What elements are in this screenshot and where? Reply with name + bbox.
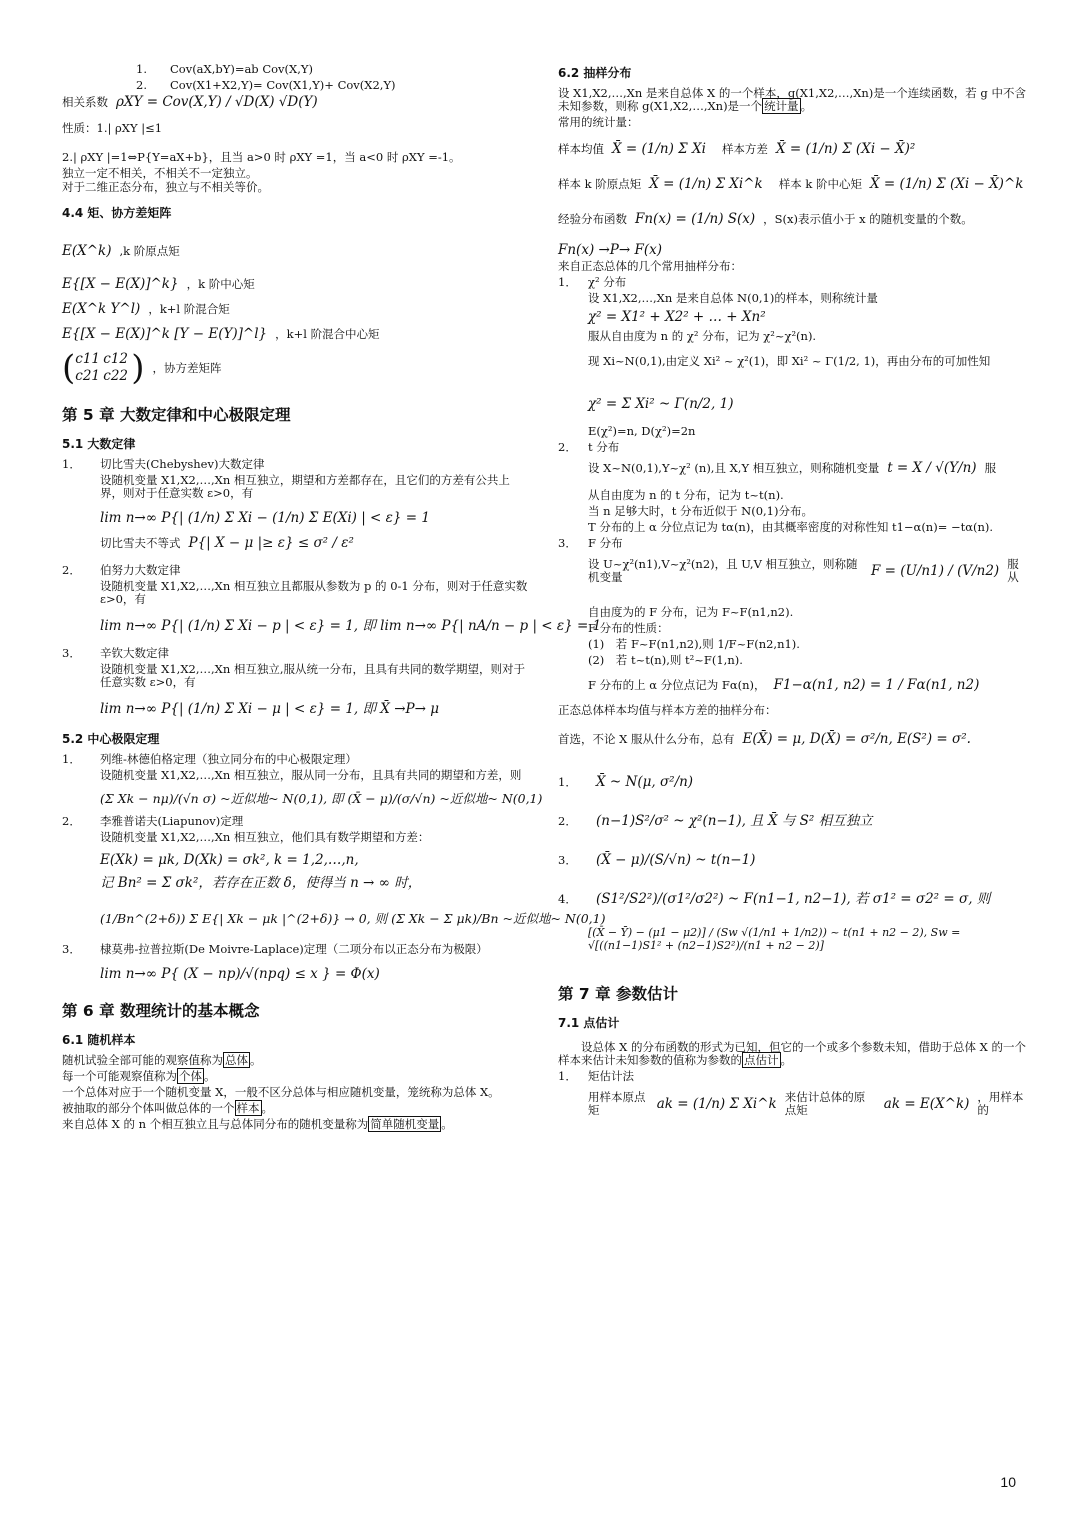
point-estimate-definition: 设总体 X 的分布函数的形式为已知，但它的一个或多个参数未知，借助于总体 X 的一个样本来估计未知参数的值称为参数的 点估计 。 — [558, 1040, 1026, 1067]
definition-line: 一个总体对应于一个随机变量 X，一般不区分总体与相应随机变量，笼统称为总体 X。 — [62, 1085, 500, 1099]
chebyshev-label: 切比雪夫不等式 — [100, 536, 181, 550]
matrix-cell: c12 — [103, 351, 129, 367]
t-line-3: T 分布的上 α 分位点记为 tα(n)，由其概率密度的对称性知 t1−α(n)= −tα(n). — [588, 520, 994, 534]
right-column — [558, 60, 1028, 1125]
moment-formula: E{[X − E(X)]^k [Y − E(Y)]^l} — [62, 326, 268, 342]
section-5-1-heading: 5.1 大数定律 — [62, 437, 136, 451]
t-line-2: 当 n 足够大时，t 分布近似于 N(0,1)分布。 — [588, 504, 813, 518]
moment-method-item: 1． 矩估计法 用样本原点矩 ak = (1/n) Σ Xi^k 来估计总体的原点矩 ak = E(X^k) ，用样本的 — [558, 1070, 1028, 1117]
definition-line: 来自总体 X 的 n 个相互独立且与总体同分布的随机变量称为 简单随机变量 。 — [62, 1117, 453, 1131]
k-origin-moment-label: 样本 k 阶原点矩 — [558, 177, 642, 191]
normal-sample-list: 1． X̄ ~ N(μ, σ²/n) 2． (n−1)S²/σ² ~ χ²(n−1), 且 X̄ 与 S² 相互独立 3． (X̄ − μ)/(S/√n) ~ t(n−1) 4． (S1²/S2²)/(σ1²/σ2²) ~ F(n1−1, n2−1), 若 σ1² = σ2² = σ, 则 [(X̄ − Ȳ) − (μ1 − μ2)] / (Sw √(1/n1 + 1/n2)) ~ t(n1 + n2 − 2), Sw = √[((n1−1)S1² + (n2−1)S2²)/(n1 + n2 − 2)] — [558, 776, 1028, 952]
normal-sample-title: 正态总体样本均值与样本方差的抽样分布： — [558, 703, 777, 717]
normal-sampling-intro: 来自正态总体的几个常用抽样分布： — [558, 259, 742, 273]
moment-desc: ，k 阶中心矩 — [186, 277, 255, 291]
sample-mean-formula: X̄ = (1/n) Σ Xi — [612, 141, 706, 157]
f-obey: 服从 — [1007, 557, 1019, 584]
property-1: 性质：1.| ρXY |≤1 — [62, 121, 163, 135]
f-text: 设 U~χ²(n1),V~χ²(n2)，且 U,V 相互独立，则称随机变量 — [588, 557, 858, 584]
f-line-1: 自由度为的 F 分布，记为 F~F(n1,n2). — [588, 605, 794, 619]
normal-sample-item: (n−1)S²/σ² ~ χ²(n−1), 且 X̄ 与 S² 相互独立 — [596, 813, 873, 829]
independence-note-1: 独立一定不相关，不相关不一定独立。 — [62, 166, 258, 180]
moment-row — [62, 245, 532, 258]
page-number: 10 — [1000, 1474, 1016, 1490]
clt2-formula-2: 记 Bn² = Σ σk²，若存在正数 δ，使得当 n → ∞ 时， — [100, 875, 422, 891]
moment-formula: E(X^k) — [62, 243, 112, 259]
empirical-convergence: Fn(x) →P→ F(x) — [558, 242, 663, 258]
sample-definitions — [62, 1054, 532, 1131]
clt3-formula: lim n→∞ P{ (X − np)/√(npq) ≤ x } = Φ(x) — [100, 966, 380, 982]
corr-formula: ρXY = Cov(X,Y) / √D(X) √D(Y) — [116, 94, 318, 110]
clt3-title: 棣莫弗-拉普拉斯(De Moivre-Laplace)定理（二项分布以正态分布为极限） — [100, 942, 488, 956]
covariance-list — [62, 63, 532, 92]
t-formula: t = X / √(Y/n) — [887, 460, 977, 476]
k-central-moment-formula: X̄ = (1/n) Σ (Xi − X̄)^k — [869, 176, 1024, 192]
matrix-cell: c22 — [103, 368, 129, 384]
sample-variance-formula: X̄ = (1/n) Σ (Xi − X̄)² — [775, 141, 916, 157]
matrix-desc: ，协方差矩阵 — [152, 360, 222, 375]
sample-variance-label: 样本方差 — [721, 142, 768, 156]
statistic-definition: 设 X1,X2,…,Xn 是来自总体 X 的一个样本，g(X1,X2,…,Xn)是一个连续函数，若 g 中不含未知参数，则称 g(X1,X2,…,Xn)是一个 统计量 。 — [558, 86, 1026, 113]
lln2-text: 设随机变量 X1,X2,…,Xn 相互独立且都服从参数为 p 的 0-1 分布，则对于任意实数 ε>0，有 — [100, 579, 528, 606]
cov-item-2: 2. Cov(X1+X2,Y)= Cov(X1,Y)+ Cov(X2,Y) — [136, 78, 396, 92]
chapter-6-heading: 第 6 章 数理统计的基本概念 — [62, 1002, 260, 1020]
lln2-formula: lim n→∞ P{| (1/n) Σ Xi − p | < ε} = 1, 即 lim n→∞ P{| nA/n − p | < ε} = 1 — [100, 618, 602, 634]
keyword-box: 个体 — [179, 1069, 202, 1083]
t-title: t 分布 — [588, 440, 620, 454]
chi-now: 现 Xi~N(0,1),由定义 Xi² ~ χ²(1)，即 Xi² ~ Γ(1/2, 1)，再由分布的可加性知 — [588, 354, 991, 368]
property-2: 2.| ρXY |=1⇔P{Y=aX+b}，且当 a>0 时 ρXY =1，当 a<0 时 ρXY =-1。 — [62, 150, 461, 164]
section-7-1-heading: 7.1 点估计 — [558, 1016, 620, 1030]
sample-mean-label: 样本均值 — [558, 142, 604, 156]
chapter-7-heading: 第 7 章 参数估计 — [558, 985, 678, 1003]
f-formula: F = (U/n1) / (V/n2) — [870, 562, 1000, 579]
clt2-formula-3: (1/Bn^(2+δ)) Σ E{| Xk − μk |^(2+δ)} → 0, 则 (Σ Xk − Σ μk)/Bn ~近似地~ N(0,1) — [100, 911, 606, 926]
moment-desc: ，k+l 阶混合中心矩 — [275, 327, 380, 341]
lln3-title: 辛钦大数定律 — [100, 646, 169, 660]
section-5-2-heading: 5.2 中心极限定理 — [62, 732, 160, 746]
section-6-1-heading: 6.1 随机样本 — [62, 1033, 136, 1047]
lln-item-2: 2． 伯努力大数定律 设随机变量 X1,X2,…,Xn 相互独立且都服从参数为 p 的 0-1 分布，则对于任意实数 ε>0，有 lim n→∞ P{| (1/n) Σ Xi − p | < ε} = 1, 即 lim n→∞ P{| nA/n − p | < ε} = 1 — [62, 563, 602, 634]
f-alpha-label: F 分布的上 α 分位点记为 Fα(n)， — [588, 678, 766, 692]
f-distribution-item: 3． F 分布 设 U~χ²(n1),V~χ²(n2)，且 U,V 相互独立，则称随机变量 F = (U/n1) / (V/n2) 服从 自由度为的 F 分布，记为 F~F(n1,n2). F 分布的性质： (1) 若 F~F(n1,n2),则 1/F~F(n2,n1). (2) 若 t~t(n),则 t²~F(1,n). F 分布的上 α 分位点记为 Fα(n)， F1−α(n1, n2) = 1 / Fα(n1, n2) — [558, 537, 1028, 692]
chebyshev-formula: P{| X − μ |≥ ε} ≤ σ² / ε² — [188, 535, 354, 551]
moment-method-l2: 来估计总体的原点矩 — [784, 1090, 866, 1117]
section-4-4-heading: 4.4 矩、协方差矩阵 — [62, 206, 172, 220]
lln-item-3: 3． 辛钦大数定律 设随机变量 X1,X2,…,Xn 相互独立,服从统一分布，且具有共同的数学期望，则对于任意实数 ε>0，有 lim n→∞ P{| (1/n) Σ Xi − μ | < ε} = 1, 即 X̄ →P→ μ — [62, 647, 532, 716]
chi-square-item: 1． χ² 分布 设 X1,X2,…,Xn 是来自总体 N(0,1)的样本，则称统计量 χ² = X1² + X2² + … + Xn² 服从自由度为 n 的 χ² 分布，记为 χ²~χ²(n). 现 Xi~N(0,1),由定义 Xi² ~ χ²(1)，即 Xi² ~ Γ(1/2, 1)，再由分布的可加性知 χ² = Σ Xi² ~ Γ(n/2, 1) E(χ²)=n, D(χ²)=2n — [558, 276, 1028, 438]
t-obey: 服 — [984, 461, 997, 475]
clt1-text: 设随机变量 X1,X2,…,Xn 相互独立，服从同一分布，且具有共同的期望和方差，则 — [100, 768, 522, 782]
clt-item-1: 1． 列维-林德伯格定理（独立同分布的中心极限定理） 设随机变量 X1,X2,…,Xn 相互独立，服从同一分布，且具有共同的期望和方差，则 (Σ Xk − nμ)/(√n σ) ~近似地~ N(0,1), 即 (X̄ − μ)/(σ/√n) ~近似地~ N(0,1) — [62, 752, 543, 806]
moment-method-title: 矩估计法 — [588, 1069, 634, 1083]
matrix-cell: c11 — [75, 351, 101, 367]
f-properties-label: F 分布的性质： — [588, 621, 669, 635]
moment-row — [62, 303, 532, 316]
f-title: F 分布 — [588, 536, 623, 550]
definition-line: 被抽取的部分个体叫做总体的一个 样本 。 — [62, 1101, 273, 1115]
keyword-box: 总体 — [225, 1053, 248, 1067]
definition-line: 随机试验全部可能的观察值称为 总体 。 — [62, 1053, 262, 1067]
moment-method-f2: ak = E(X^k) — [883, 1095, 970, 1112]
independence-note-2: 对于二维正态分布，独立与不相关等价。 — [62, 180, 269, 194]
clt2-title: 李雅普诺夫(Liapunov)定理 — [100, 814, 244, 828]
moment-method-f1: ak = (1/n) Σ Xi^k — [656, 1095, 777, 1112]
f-property-2: (2) 若 t~t(n),则 t²~F(1,n). — [588, 653, 743, 667]
definition-line: 每一个可能观察值称为 个体 。 — [62, 1069, 216, 1083]
t-distribution-item: 2． t 分布 设 X~N(0,1),Y~χ² (n),且 X,Y 相互独立，则称随机变量 t = X / √(Y/n) 服 从自由度为 n 的 t 分布，记为 t~t(n). 当 n 足够大时，t 分布近似于 N(0,1)分布。 T 分布的上 α 分位点记为 tα(n)，由其概率密度的对称性知 t1−α(n)= −tα(n). — [558, 441, 1028, 534]
lln-item-1: 1． 切比雪夫(Chebyshev)大数定律 设随机变量 X1,X2,…,Xn 相互独立，期望和方差都存在，且它们的方差有公共上界，则对于任意实数 ε>0，有 lim n→∞ P{| (1/n) Σ Xi − (1/n) Σ E(Xi) | < ε} = 1 切比雪夫不等式 P{| X − μ |≥ ε} ≤ σ² / ε² — [62, 458, 532, 550]
keyword-box: 样本 — [236, 1101, 260, 1115]
moment-desc: ,k 阶原点矩 — [119, 244, 180, 258]
normal-sample-first-formula: E(X̄) = μ, D(X̄) = σ²/n, E(S²) = σ². — [742, 731, 971, 747]
k-origin-moment-formula: X̄ = (1/n) Σ Xi^k — [649, 176, 763, 192]
clt2-text: 设随机变量 X1,X2,…,Xn 相互独立，他们具有数学期望和方差： — [100, 830, 430, 844]
clt1-title: 列维-林德伯格定理（独立同分布的中心极限定理） — [100, 752, 357, 766]
covariance-matrix: ( c11 c12 c21 c22 ) — [62, 348, 145, 388]
lln2-title: 伯努力大数定律 — [100, 563, 181, 577]
clt1-formula: (Σ Xk − nμ)/(√n σ) ~近似地~ N(0,1), 即 (X̄ − μ)/(σ/√n) ~近似地~ N(0,1) — [100, 791, 543, 806]
lln1-formula: lim n→∞ P{| (1/n) Σ Xi − (1/n) Σ E(Xi) | < ε} = 1 — [100, 510, 430, 526]
moment-method-l1: 用样本原点矩 — [588, 1090, 646, 1117]
chi-title: χ² 分布 — [588, 275, 627, 289]
cov-item-1: 1. Cov(aX,bY)=ab Cov(X,Y) — [136, 62, 313, 76]
normal-sample-item: (X̄ − μ)/(S/√n) ~ t(n−1) — [596, 852, 756, 868]
empirical-dist-formula: Fn(x) = (1/n) S(x) — [635, 211, 756, 227]
chi-formula: χ² = X1² + X2² + … + Xn² — [588, 309, 766, 325]
normal-sample-item: X̄ ~ N(μ, σ²/n) — [596, 774, 694, 790]
f-alpha-formula: F1−α(n1, n2) = 1 / Fα(n1, n2) — [773, 677, 980, 693]
keyword-box: 简单随机变量 — [370, 1117, 440, 1131]
lln3-text: 设随机变量 X1,X2,…,Xn 相互独立,服从统一分布，且具有共同的数学期望，则对于任意实数 ε>0，有 — [100, 662, 526, 689]
moment-row — [62, 278, 532, 291]
chapter-5-heading: 第 5 章 大数定律和中心极限定理 — [62, 406, 291, 424]
clt2-formula-1: E(Xk) = μk, D(Xk) = σk², k = 1,2,…,n, — [100, 852, 359, 868]
normal-sample-first: 首选，不论 X 服从什么分布，总有 — [558, 732, 735, 746]
lln1-title: 切比雪夫(Chebyshev)大数定律 — [100, 457, 265, 471]
empirical-dist-desc: ，S(x)表示值小于 x 的随机变量的个数。 — [763, 212, 973, 226]
moment-row — [62, 328, 532, 341]
normal-sample-last: [(X̄ − Ȳ) − (μ1 − μ2)] / (Sw √(1/n1 + 1/n2)) ~ t(n1 + n2 − 2), Sw = √[((n1−1)S1² + (n2−1)S2²)/(n1 + n2 − 2)] — [588, 926, 961, 952]
moment-formula: E(X^k Y^l) — [62, 301, 141, 317]
common-statistics-label: 常用的统计量： — [558, 115, 639, 129]
k-central-moment-label: 样本 k 阶中心矩 — [778, 177, 862, 191]
section-6-2-heading: 6.2 抽样分布 — [558, 66, 632, 80]
keyword-box: 统计量 — [764, 99, 799, 113]
chi-text: 设 X1,X2,…,Xn 是来自总体 N(0,1)的样本，则称统计量 — [588, 291, 878, 305]
t-line-1: 从自由度为 n 的 t 分布，记为 t~t(n). — [588, 488, 784, 502]
chi-dist: 服从自由度为 n 的 χ² 分布，记为 χ²~χ²(n). — [588, 329, 817, 343]
clt-item-2: 2． 李雅普诺夫(Liapunov)定理 设随机变量 X1,X2,…,Xn 相互独立，他们具有数学期望和方差： E(Xk) = μk, D(Xk) = σk², k = 1,2,…,n, 记 Bn² = Σ σk²，若存在正数 δ，使得当 n → ∞ 时， (1/Bn^(2+δ)) Σ E{| Xk − μk |^(2+δ)} → 0, 则 (Σ Xk − Σ μk)/Bn ~近似地~ N(0,1) — [62, 814, 606, 926]
keyword-box: 点估计 — [744, 1053, 779, 1067]
chi-sum: χ² = Σ Xi² ~ Γ(n/2, 1) — [588, 396, 734, 412]
moment-desc: ，k+l 阶混合矩 — [148, 302, 230, 316]
clt-item-3: 3． 棣莫弗-拉普拉斯(De Moivre-Laplace)定理（二项分布以正态分布为极限） lim n→∞ P{ (X − np)/√(npq) ≤ x } = Φ(x) — [62, 943, 532, 981]
normal-sample-item: (S1²/S2²)/(σ1²/σ2²) ~ F(n1−1, n2−1), 若 σ1² = σ2² = σ, 则 — [596, 891, 991, 907]
moment-method-l3: ，用样本的 — [977, 1090, 1024, 1117]
lln1-text: 设随机变量 X1,X2,…,Xn 相互独立，期望和方差都存在，且它们的方差有公共上界，则对于任意实数 ε>0，有 — [100, 473, 510, 500]
t-text: 设 X~N(0,1),Y~χ² (n),且 X,Y 相互独立，则称随机变量 — [588, 461, 880, 475]
empirical-dist-label: 经验分布函数 — [558, 212, 627, 226]
chi-expectation: E(χ²)=n, D(χ²)=2n — [588, 424, 696, 438]
covariance-matrix-row — [62, 348, 532, 388]
lln3-formula: lim n→∞ P{| (1/n) Σ Xi − μ | < ε} = 1, 即 X̄ →P→ μ — [100, 701, 439, 717]
matrix-cell: c21 — [75, 368, 101, 384]
corr-label: 相关系数 — [62, 95, 108, 109]
f-property-1: (1) 若 F~F(n1,n2),则 1/F~F(n2,n1). — [588, 637, 800, 651]
moment-formula: E{[X − E(X)]^k} — [62, 276, 179, 292]
